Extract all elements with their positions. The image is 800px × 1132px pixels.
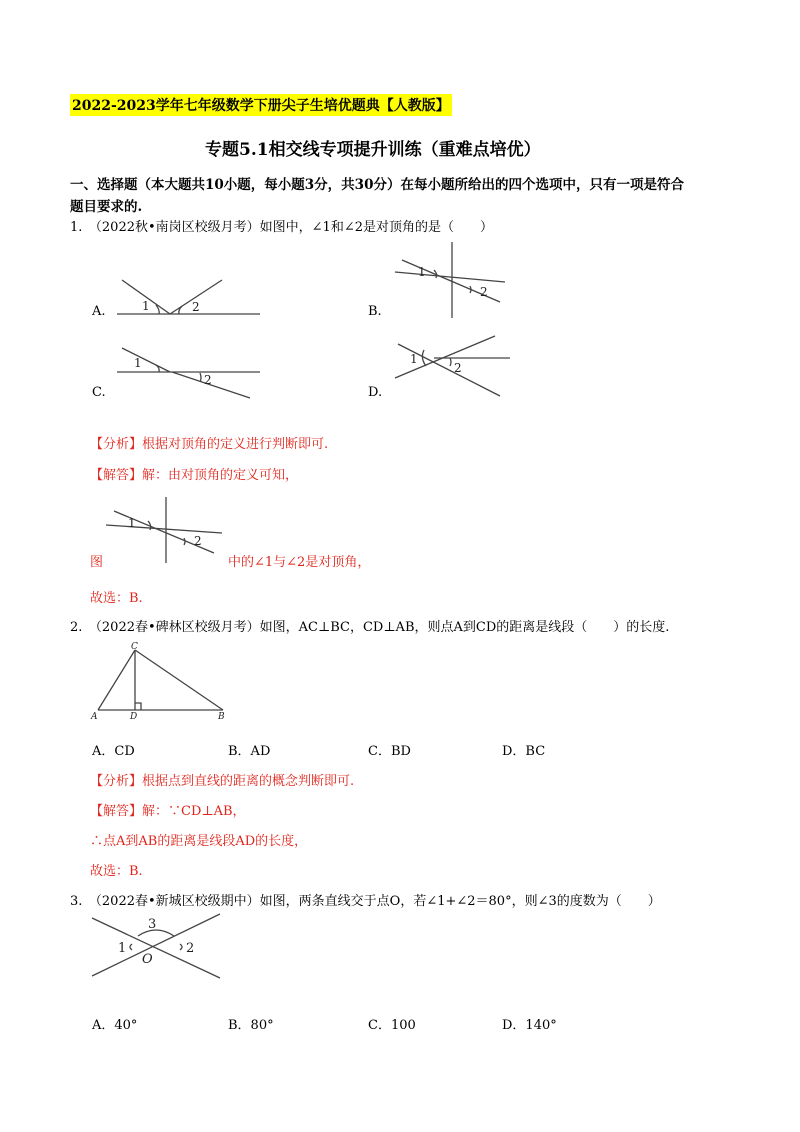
q1-figure-d xyxy=(390,332,520,402)
q2-answer: 故选：B. xyxy=(90,864,143,879)
q2-figure-triangle xyxy=(90,640,240,722)
q1-analysis: 【分析】根据对顶角的定义进行判断即可. xyxy=(90,437,329,452)
q2-solution: 【解答】解：∵CD⊥AB， xyxy=(90,804,246,819)
angle-2-label: 2 xyxy=(194,534,202,548)
q2-option-b: B．AD xyxy=(228,744,271,759)
point-c-label: C xyxy=(131,642,138,652)
q2-stem: 2. （2022春•碑林区校级月考）如图，AC⊥BC，CD⊥AB，则点A到CD的距离是线段（ ）的长度. xyxy=(70,620,670,635)
point-d-label: D xyxy=(130,712,138,722)
q3-option-c: C．100 xyxy=(368,1018,416,1033)
angle-1-label: 1 xyxy=(418,265,426,279)
angle-3-label: 3 xyxy=(148,917,157,932)
section-heading-line1: 一、选择题（本大题共10小题，每小题3分，共30分）在每小题所给出的四个选项中，只有一项是符合 xyxy=(70,177,684,193)
q1-figure-b xyxy=(390,240,510,320)
q1-figure-a xyxy=(112,278,262,318)
angle-2-label: 2 xyxy=(480,285,488,299)
angle-1-label: 1 xyxy=(128,516,136,530)
q3-option-d: D．140° xyxy=(502,1018,557,1033)
q2-analysis: 【分析】根据点到直线的距离的概念判断即可. xyxy=(90,774,355,789)
point-o-label: O xyxy=(142,952,153,967)
q2-option-d: D．BC xyxy=(502,744,546,759)
q1-solution-prefix: 图 xyxy=(90,555,104,570)
angle-1-label: 1 xyxy=(410,352,418,366)
q1-figure-c xyxy=(112,342,262,402)
q3-option-a: A．40° xyxy=(92,1018,138,1033)
angle-1-label: 1 xyxy=(118,941,127,956)
point-a-label: A xyxy=(91,712,98,722)
q1-solution-suffix: 中的∠1与∠2是对顶角， xyxy=(228,555,371,570)
section-heading-line2: 题目要求的. xyxy=(70,199,143,215)
angle-1-label: 1 xyxy=(142,299,150,313)
header-tag: 2022-2023学年七年级数学下册尖子生培优题典【人教版】 xyxy=(70,94,452,116)
point-b-label: B xyxy=(218,712,225,722)
q3-figure-intersecting-lines xyxy=(88,910,228,982)
q2-solution-line: ∴点A到AB的距离是线段AD的长度， xyxy=(90,834,308,849)
q1-option-a: A. xyxy=(92,304,106,319)
q3-option-b: B．80° xyxy=(228,1018,274,1033)
q1-answer: 故选：B. xyxy=(90,591,143,606)
page-title: 专题5.1相交线专项提升训练（重难点培优） xyxy=(205,140,541,160)
q2-option-c: C．BD xyxy=(368,744,411,759)
angle-2-label: 2 xyxy=(192,300,200,314)
q1-solution-figure xyxy=(102,495,227,565)
angle-2-label: 2 xyxy=(454,361,462,375)
q1-stem: 1. （2022秋•南岗区校级月考）如图中，∠1和∠2是对顶角的是（ ） xyxy=(70,220,493,235)
q3-stem: 3. （2022春•新城区校级期中）如图，两条直线交于点O，若∠1+∠2＝80°，则∠3的度数为（ ） xyxy=(70,894,661,909)
angle-2-label: 2 xyxy=(186,941,195,956)
q1-option-c: C. xyxy=(92,385,106,400)
angle-1-label: 1 xyxy=(134,356,142,370)
q1-solution: 【解答】解：由对顶角的定义可知， xyxy=(90,468,299,483)
q2-option-a: A．CD xyxy=(92,744,135,759)
q1-option-d: D. xyxy=(368,385,383,400)
angle-2-label: 2 xyxy=(204,373,212,387)
q1-option-b: B. xyxy=(368,304,382,319)
